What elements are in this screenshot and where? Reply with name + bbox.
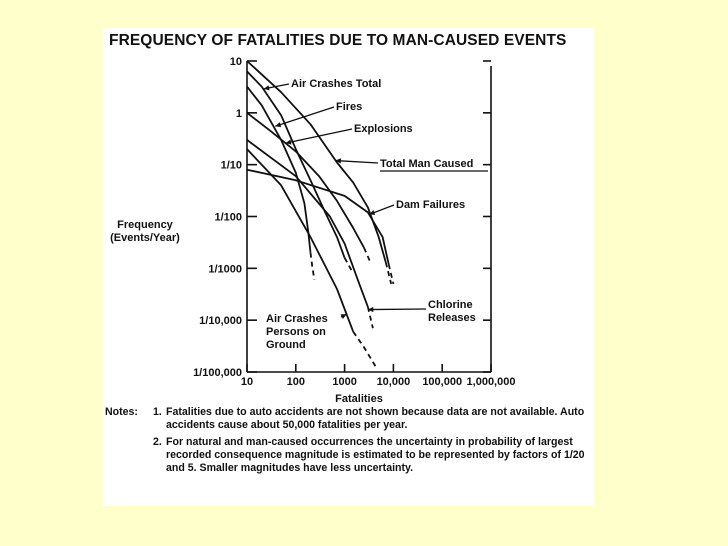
annotation-label: Persons on (266, 326, 326, 338)
y-tick-label: 10 (229, 56, 242, 68)
note-text: For natural and man-caused occurrences the uncertainty in probability of largest recorded consequence magnitude is estimated to be represented by factors of 1/20 and 5. Smaller magnitudes have less uncertainty. (166, 436, 585, 474)
annotation-label: Releases (428, 312, 476, 324)
chart-plot (103, 28, 594, 406)
notes-block (105, 406, 593, 475)
x-tick-label: 1,000,000 (466, 376, 516, 388)
annotation-label: Fires (336, 101, 363, 113)
x-tick-label: 100,000 (422, 376, 463, 388)
notes-heading: Notes: (105, 406, 138, 418)
figure-panel (103, 28, 594, 506)
x-tick-label: 100 (286, 376, 305, 388)
annotation-label: Air Crashes Total (291, 78, 382, 90)
series-dashed-extension (364, 248, 371, 265)
y-tick-label: 1/100 (214, 211, 242, 224)
annotation-label: Air Crashes (266, 313, 328, 325)
note-item (105, 436, 593, 475)
x-tick-label: 10 (240, 376, 254, 388)
y-axis-label: Frequency (117, 219, 173, 231)
y-tick-label: 1 (235, 107, 242, 120)
leader-arrowhead (275, 122, 281, 127)
series-dashed-extension (311, 253, 315, 280)
note-number: 2. (153, 436, 162, 448)
annotation-label: Explosions (354, 123, 413, 135)
annotation-label: Chlorine (428, 299, 473, 311)
note-text: Fatalities due to auto accidents are not shown because data are not available. Auto accidents cause about 50,000 fatalities per year. (166, 406, 585, 431)
annotation-label: Total Man Caused (380, 158, 474, 170)
leader-line (275, 107, 334, 126)
x-axis-label: Fatalities (335, 393, 383, 405)
y-tick-label: 1/1000 (208, 263, 242, 276)
annotation-label: Ground (266, 339, 306, 351)
x-tick-label: 1000 (332, 376, 357, 388)
y-axis-label: (Events/Year) (110, 232, 180, 244)
chart-title: FREQUENCY OF FATALITIES DUE TO MAN-CAUSED EVENTS (109, 32, 567, 49)
leader-line (335, 161, 378, 163)
leader-line (286, 129, 352, 143)
note-number: 1. (153, 406, 162, 418)
leader-line (368, 309, 426, 310)
x-tick-label: 10,000 (376, 376, 411, 388)
y-tick-label: 1/100,000 (193, 367, 242, 379)
annotation-label: Dam Failures (396, 199, 466, 211)
note-item (105, 406, 593, 432)
series-dashed-extension (353, 332, 376, 368)
y-tick-label: 1/10,000 (199, 315, 242, 328)
y-tick-label: 1/10 (220, 159, 242, 172)
